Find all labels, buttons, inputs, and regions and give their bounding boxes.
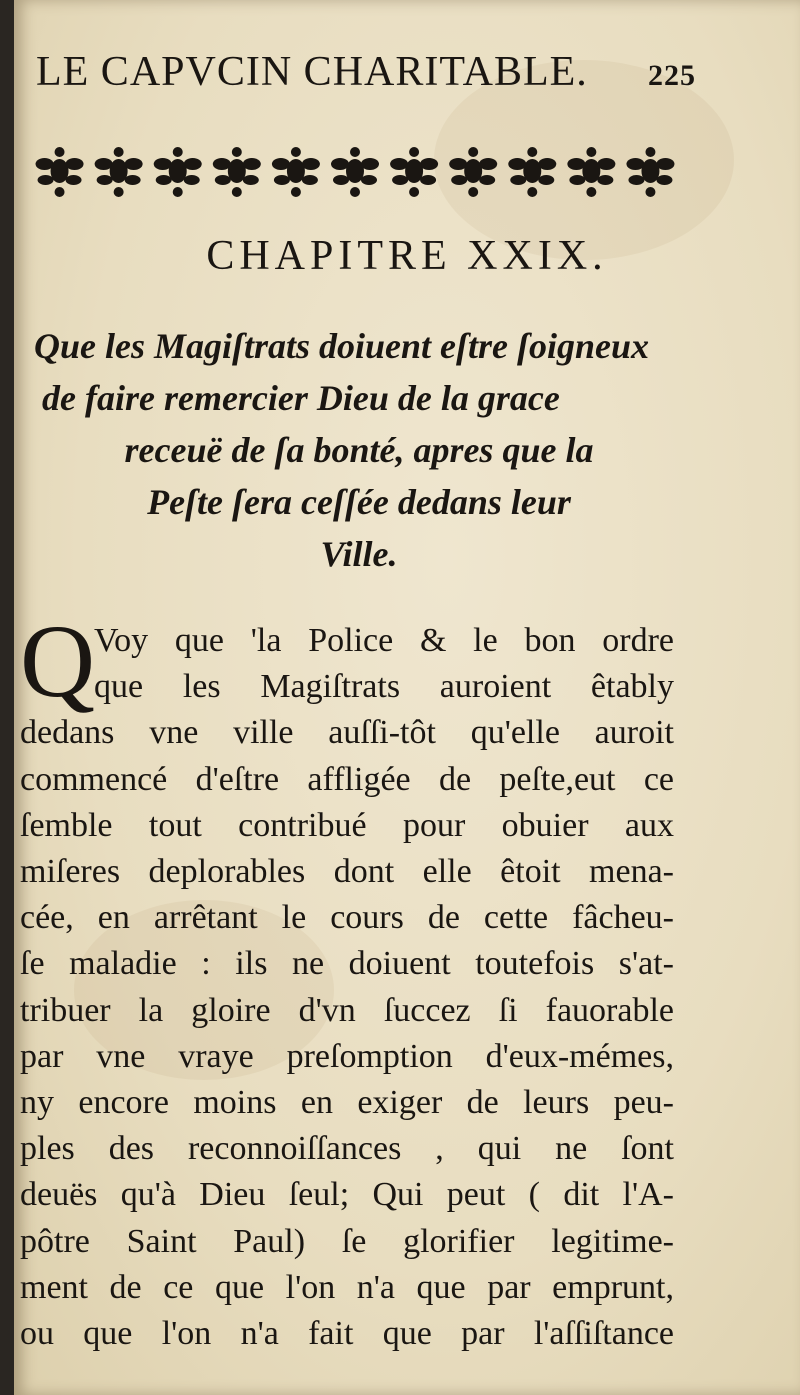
- fleuron: [213, 147, 261, 197]
- fleuron: [154, 147, 202, 197]
- caption-line: Peſte ſera ceſſée dedans leur: [147, 482, 571, 522]
- text-line: ny encore moins en exiger de leurs peu-: [20, 1084, 674, 1122]
- book-page: [14, 0, 800, 1395]
- text-line: pôtre Saint Paul) ſe glorifier legitime-: [20, 1222, 674, 1260]
- fleuron: [390, 147, 438, 197]
- fleuron: [272, 147, 320, 197]
- body-text: [20, 618, 674, 1357]
- running-title: LE CAPVCIN CHARITABLE.: [36, 49, 588, 95]
- text-line: dedans vne ville auſſi-tôt qu'elle auroit: [20, 714, 674, 752]
- fleuron: [331, 147, 379, 197]
- fleuron: [449, 147, 497, 197]
- drop-cap: Q: [20, 604, 96, 719]
- text-line: cée, en arrêtant le cours de cette fâcheu-: [20, 899, 674, 937]
- text-line: ou que l'on n'a fait que par l'aſſiſtance: [20, 1315, 674, 1353]
- caption-line: receuë de ſa bonté, apres que la: [124, 430, 594, 470]
- page-number: 225: [648, 59, 696, 92]
- fleuron: [567, 147, 615, 197]
- text-line: ſemble tout contribué pour obuier aux: [20, 806, 674, 844]
- text-line: tribuer la gloire d'vn ſuccez ſi fauorable: [20, 991, 674, 1029]
- chapter-caption: [34, 320, 684, 580]
- fleuron: [508, 147, 556, 197]
- caption-line: Que les Magiſtrats doiuent eſtre ſoigneux: [34, 326, 650, 366]
- text-line: ples des reconnoiſſances , qui ne ſont: [20, 1130, 674, 1168]
- chapter-heading: CHAPITRE XXIX.: [206, 233, 608, 279]
- fleuron: [626, 147, 674, 197]
- text-line: par vne vraye preſomption d'eux-mémes,: [20, 1037, 674, 1075]
- text-line: ſe maladie : ils ne doiuent toutefois s'at-: [20, 945, 674, 983]
- text-line: commencé d'eſtre affligée de peſte,eut ce: [20, 760, 674, 798]
- caption-line: de faire remercier Dieu de la grace: [42, 378, 560, 418]
- text-line: Voy que 'la Police & le bon ordre: [94, 622, 674, 659]
- text-line: que les Magiſtrats auroient êtably: [94, 668, 674, 706]
- text-line: miſeres deplorables dont elle êtoit mena-: [20, 853, 674, 891]
- fleuron: [36, 147, 84, 197]
- fleuron: [95, 147, 143, 197]
- fleuron-ornament-band-icon: [30, 142, 680, 200]
- text-line: deuës qu'à Dieu ſeul; Qui peut ( dit l'A-: [20, 1176, 674, 1214]
- text-line: ment de ce que l'on n'a que par emprunt,: [20, 1268, 674, 1306]
- caption-line: Ville.: [320, 534, 398, 574]
- running-head: [36, 48, 696, 108]
